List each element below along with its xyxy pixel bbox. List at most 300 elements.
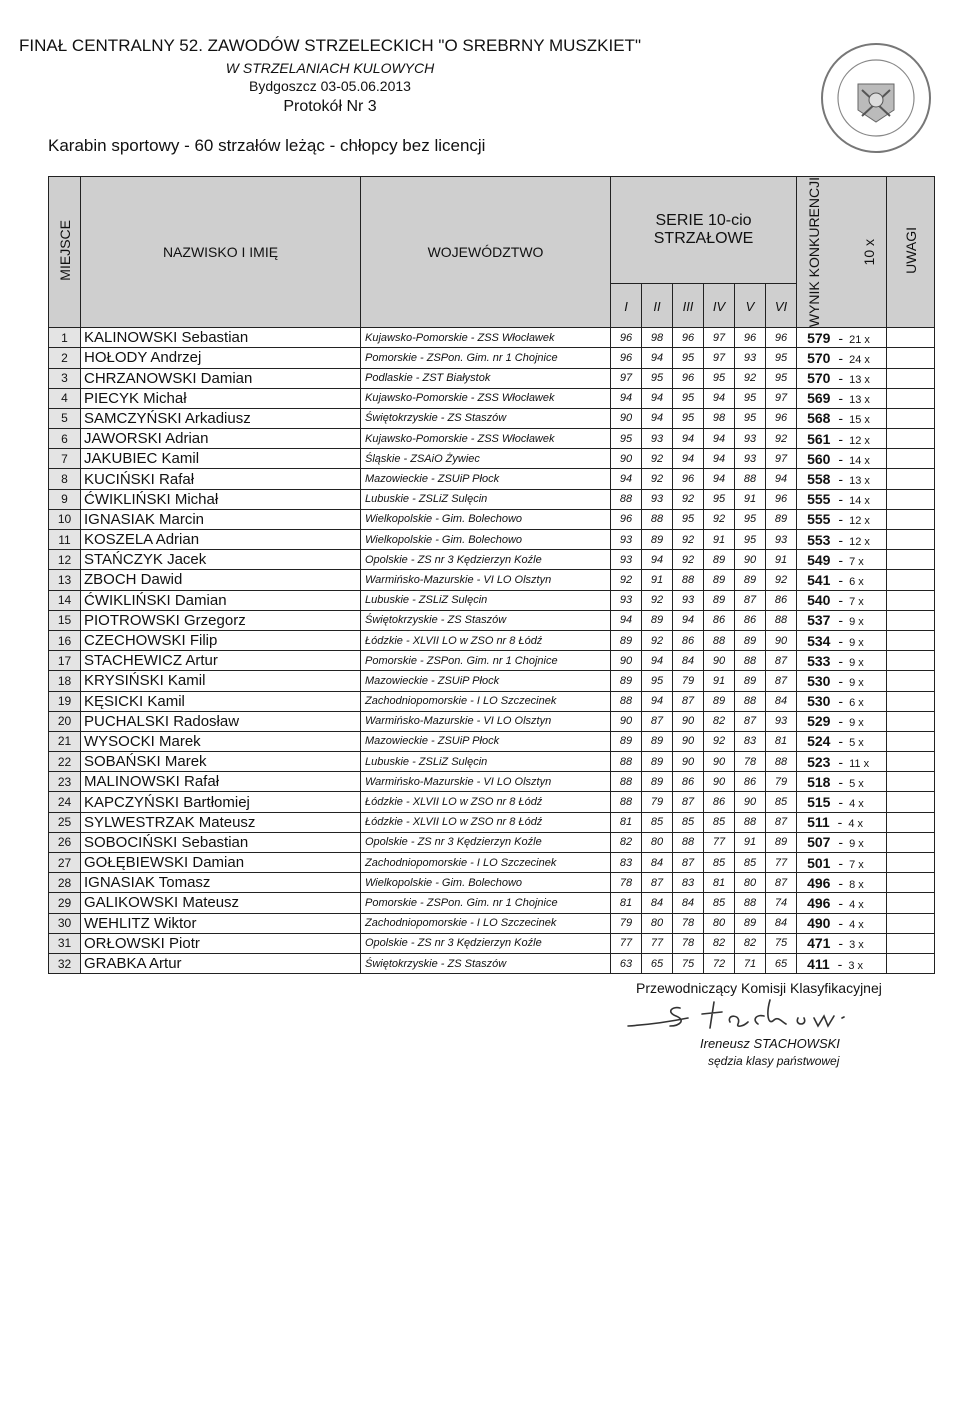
series-score-cell: 88 <box>735 651 766 671</box>
series-score-cell: 94 <box>642 388 673 408</box>
series-score-cell: 83 <box>611 853 642 873</box>
voivodeship-cell: Kujawsko-Pomorskie - ZSS Włocławek <box>361 388 611 408</box>
series-score-cell: 98 <box>642 328 673 348</box>
series-score-cell: 96 <box>611 509 642 529</box>
series-score-cell: 96 <box>673 328 704 348</box>
voivodeship-cell: Świętokrzyskie - ZS Staszów <box>361 953 611 973</box>
table-row <box>49 953 935 973</box>
series-score-cell: 89 <box>735 671 766 691</box>
table-row <box>49 630 935 650</box>
voivodeship-cell: Pomorskie - ZSPon. Gim. nr 1 Chojnice <box>361 348 611 368</box>
tens-count: 4 x <box>849 798 864 811</box>
series-score-cell: 90 <box>735 550 766 570</box>
series-score-cell: 95 <box>611 429 642 449</box>
name-cell: KOSZELA Adrian <box>81 530 361 550</box>
table-row <box>49 570 935 590</box>
series-score-cell: 89 <box>704 550 735 570</box>
separator: - <box>838 329 844 346</box>
col-result: WYNIK KONKURENCJI 10 x <box>797 177 887 328</box>
place-cell: 17 <box>49 651 81 671</box>
series-score-cell: 95 <box>735 388 766 408</box>
total-score: 560 <box>807 450 831 467</box>
name-cell: KAPCZYŃSKI Bartłomiej <box>81 792 361 812</box>
tens-count: 3 x <box>849 939 864 952</box>
separator: - <box>837 955 843 972</box>
voivodeship-cell: Kujawsko-Pomorskie - ZSS Włocławek <box>361 328 611 348</box>
voivodeship-cell: Warmińsko-Mazurskie - VI LO Olsztyn <box>361 772 611 792</box>
series-score-cell: 95 <box>735 509 766 529</box>
series-score-cell: 85 <box>766 792 797 812</box>
series-score-cell: 94 <box>611 610 642 630</box>
notes-cell <box>887 752 935 772</box>
separator: - <box>838 511 844 528</box>
series-score-cell: 88 <box>735 893 766 913</box>
separator: - <box>838 612 844 629</box>
series-score-cell: 65 <box>766 953 797 973</box>
place-cell: 31 <box>49 933 81 953</box>
series-score-cell: 84 <box>642 853 673 873</box>
voivodeship-cell: Warmińsko-Mazurskie - VI LO Olsztyn <box>361 570 611 590</box>
total-score: 411 <box>807 955 830 972</box>
results-table <box>48 176 935 974</box>
voivodeship-cell: Zachodniopomorskie - I LO Szczecinek <box>361 691 611 711</box>
place-date: Bydgoszcz 03-05.06.2013 <box>249 78 411 94</box>
name-cell: STAŃCZYK Jacek <box>81 550 361 570</box>
series-score-cell: 90 <box>766 630 797 650</box>
series-score-cell: 85 <box>704 812 735 832</box>
total-score: 529 <box>807 713 831 730</box>
series-score-cell: 95 <box>766 348 797 368</box>
table-row <box>49 550 935 570</box>
series-score-cell: 87 <box>766 651 797 671</box>
col-series-1: I <box>611 284 642 328</box>
series-score-cell: 91 <box>766 550 797 570</box>
col-series-4: IV <box>704 284 735 328</box>
series-score-cell: 89 <box>642 530 673 550</box>
table-row <box>49 530 935 550</box>
series-score-cell: 92 <box>735 368 766 388</box>
total-score: 540 <box>807 592 831 609</box>
series-score-cell: 85 <box>704 853 735 873</box>
notes-cell <box>887 570 935 590</box>
series-score-cell: 92 <box>704 731 735 751</box>
place-cell: 16 <box>49 630 81 650</box>
result-cell <box>797 933 887 953</box>
separator: - <box>838 733 844 750</box>
series-score-cell: 89 <box>735 630 766 650</box>
result-cell <box>797 731 887 751</box>
name-cell: KĘSICKI Kamil <box>81 691 361 711</box>
col-name: NAZWISKO I IMIĘ <box>81 177 361 328</box>
series-score-cell: 92 <box>642 630 673 650</box>
series-score-cell: 93 <box>766 530 797 550</box>
competition-category: Karabin sportowy - 60 strzałów leżąc - chłopcy bez licencji <box>48 136 486 155</box>
separator: - <box>838 794 844 811</box>
result-cell <box>797 752 887 772</box>
separator: - <box>838 430 844 447</box>
result-cell <box>797 711 887 731</box>
voivodeship-cell: Mazowieckie - ZSUiP Płock <box>361 731 611 751</box>
result-cell <box>797 368 887 388</box>
judge-rank: sędzia klasy państwowej <box>708 1054 840 1068</box>
notes-cell <box>887 509 935 529</box>
total-score: 569 <box>807 390 831 407</box>
place-cell: 15 <box>49 610 81 630</box>
series-score-cell: 86 <box>735 772 766 792</box>
protocol-number: Protokół Nr 3 <box>283 98 377 115</box>
series-score-cell: 81 <box>704 873 735 893</box>
series-score-cell: 88 <box>611 792 642 812</box>
total-score: 530 <box>807 693 831 710</box>
tens-count: 9 x <box>849 656 864 669</box>
tens-count: 7 x <box>849 858 864 871</box>
series-score-cell: 88 <box>735 691 766 711</box>
series-score-cell: 75 <box>673 953 704 973</box>
tens-count: 12 x <box>849 515 870 528</box>
total-score: 555 <box>807 491 831 508</box>
series-score-cell: 86 <box>673 630 704 650</box>
series-score-cell: 93 <box>673 590 704 610</box>
result-cell <box>797 489 887 509</box>
series-score-cell: 95 <box>673 509 704 529</box>
total-score: 534 <box>807 632 831 649</box>
separator: - <box>838 491 844 508</box>
name-cell: GOŁĘBIEWSKI Damian <box>81 853 361 873</box>
total-score: 570 <box>807 370 831 387</box>
tens-count: 21 x <box>849 333 870 346</box>
series-score-cell: 95 <box>766 368 797 388</box>
series-score-cell: 80 <box>704 913 735 933</box>
series-score-cell: 82 <box>735 933 766 953</box>
series-score-cell: 89 <box>704 590 735 610</box>
separator: - <box>838 753 844 770</box>
series-score-cell: 92 <box>673 489 704 509</box>
notes-cell <box>887 469 935 489</box>
series-score-cell: 89 <box>611 671 642 691</box>
series-score-cell: 82 <box>704 933 735 953</box>
col-series-5: V <box>735 284 766 328</box>
col-series-2: II <box>642 284 673 328</box>
name-cell: STACHEWICZ Artur <box>81 651 361 671</box>
separator: - <box>838 450 844 467</box>
notes-cell <box>887 832 935 852</box>
series-score-cell: 89 <box>766 509 797 529</box>
separator: - <box>838 874 844 891</box>
series-score-cell: 89 <box>704 570 735 590</box>
place-cell: 20 <box>49 711 81 731</box>
result-cell <box>797 530 887 550</box>
notes-cell <box>887 550 935 570</box>
tens-count: 14 x <box>849 495 870 508</box>
series-score-cell: 88 <box>611 691 642 711</box>
notes-cell <box>887 691 935 711</box>
separator: - <box>838 693 844 710</box>
result-cell <box>797 792 887 812</box>
col-place: MIEJSCE <box>49 177 81 328</box>
total-score: 568 <box>807 410 831 427</box>
separator: - <box>838 551 844 568</box>
series-score-cell: 77 <box>704 832 735 852</box>
table-row <box>49 449 935 469</box>
series-score-cell: 95 <box>704 489 735 509</box>
tens-count: 6 x <box>849 575 864 588</box>
series-score-cell: 88 <box>735 812 766 832</box>
name-cell: CHRZANOWSKI Damian <box>81 368 361 388</box>
table-row <box>49 429 935 449</box>
name-cell: SAMCZYŃSKI Arkadiusz <box>81 408 361 428</box>
separator: - <box>838 592 844 609</box>
series-score-cell: 94 <box>673 449 704 469</box>
notes-cell <box>887 792 935 812</box>
table-row <box>49 671 935 691</box>
series-score-cell: 90 <box>673 731 704 751</box>
series-score-cell: 95 <box>735 408 766 428</box>
total-score: 558 <box>807 471 831 488</box>
table-row <box>49 610 935 630</box>
series-score-cell: 89 <box>704 691 735 711</box>
separator: - <box>838 349 844 366</box>
total-score: 530 <box>807 672 831 689</box>
total-score: 524 <box>807 733 831 750</box>
notes-cell <box>887 893 935 913</box>
separator: - <box>838 773 844 790</box>
place-cell: 22 <box>49 752 81 772</box>
voivodeship-cell: Śląskie - ZSAiO Żywiec <box>361 449 611 469</box>
series-score-cell: 94 <box>766 469 797 489</box>
result-cell <box>797 691 887 711</box>
series-score-cell: 89 <box>611 731 642 751</box>
total-score: 549 <box>807 551 831 568</box>
series-score-cell: 92 <box>642 469 673 489</box>
tens-count: 8 x <box>849 878 864 891</box>
name-cell: SOBOCIŃSKI Sebastian <box>81 832 361 852</box>
series-score-cell: 90 <box>611 408 642 428</box>
table-row <box>49 752 935 772</box>
series-score-cell: 85 <box>673 812 704 832</box>
series-score-cell: 96 <box>766 408 797 428</box>
voivodeship-cell: Świętokrzyskie - ZS Staszów <box>361 610 611 630</box>
series-score-cell: 87 <box>673 792 704 812</box>
series-score-cell: 96 <box>611 348 642 368</box>
col-series-group: SERIE 10-cio STRZAŁOWE <box>611 177 797 284</box>
series-score-cell: 90 <box>704 651 735 671</box>
document-title: FINAŁ CENTRALNY 52. ZAWODÓW STRZELECKICH "O SREBRNY MUSZKIET" <box>19 36 641 55</box>
voivodeship-cell: Warmińsko-Mazurskie - VI LO Olsztyn <box>361 711 611 731</box>
name-cell: PIOTROWSKI Grzegorz <box>81 610 361 630</box>
series-score-cell: 88 <box>611 752 642 772</box>
series-score-cell: 63 <box>611 953 642 973</box>
series-score-cell: 80 <box>735 873 766 893</box>
series-score-cell: 88 <box>766 752 797 772</box>
series-score-cell: 89 <box>735 913 766 933</box>
name-cell: MALINOWSKI Rafał <box>81 772 361 792</box>
voivodeship-cell: Opolskie - ZS nr 3 Kędzierzyn Koźle <box>361 550 611 570</box>
series-score-cell: 94 <box>704 449 735 469</box>
name-cell: WYSOCKI Marek <box>81 731 361 751</box>
series-score-cell: 81 <box>611 893 642 913</box>
series-score-cell: 71 <box>735 953 766 973</box>
col-tens: 10 x <box>861 238 878 266</box>
series-score-cell: 87 <box>766 873 797 893</box>
table-row <box>49 873 935 893</box>
series-score-cell: 84 <box>766 691 797 711</box>
separator: - <box>838 894 844 911</box>
series-score-cell: 94 <box>611 388 642 408</box>
voivodeship-cell: Lubuskie - ZSLiZ Sulęcin <box>361 489 611 509</box>
table-row <box>49 933 935 953</box>
result-cell <box>797 873 887 893</box>
series-score-cell: 89 <box>735 570 766 590</box>
total-score: 555 <box>807 511 831 528</box>
table-row <box>49 711 935 731</box>
series-score-cell: 87 <box>766 812 797 832</box>
separator: - <box>838 531 844 548</box>
notes-cell <box>887 368 935 388</box>
series-score-cell: 90 <box>611 449 642 469</box>
series-score-cell: 88 <box>673 570 704 590</box>
total-score: 471 <box>807 935 831 952</box>
result-cell <box>797 328 887 348</box>
series-score-cell: 94 <box>704 429 735 449</box>
series-score-cell: 87 <box>642 873 673 893</box>
table-row <box>49 691 935 711</box>
voivodeship-cell: Wielkopolskie - Gim. Bolechowo <box>361 530 611 550</box>
series-score-cell: 87 <box>735 711 766 731</box>
result-cell <box>797 449 887 469</box>
series-score-cell: 88 <box>642 509 673 529</box>
series-score-cell: 92 <box>673 550 704 570</box>
voivodeship-cell: Łódzkie - XLVII LO w ZSO nr 8 Łódź <box>361 812 611 832</box>
series-score-cell: 85 <box>642 812 673 832</box>
series-score-cell: 95 <box>704 368 735 388</box>
series-score-cell: 77 <box>611 933 642 953</box>
tens-count: 11 x <box>849 757 870 770</box>
result-cell <box>797 651 887 671</box>
separator: - <box>838 834 844 851</box>
place-cell: 14 <box>49 590 81 610</box>
series-score-cell: 87 <box>766 671 797 691</box>
place-cell: 23 <box>49 772 81 792</box>
series-score-cell: 90 <box>704 772 735 792</box>
voivodeship-cell: Podlaskie - ZST Białystok <box>361 368 611 388</box>
name-cell: SYLWESTRZAK Mateusz <box>81 812 361 832</box>
series-score-cell: 81 <box>766 731 797 751</box>
series-score-cell: 95 <box>642 368 673 388</box>
notes-cell <box>887 772 935 792</box>
name-cell: JAKUBIEC Kamil <box>81 449 361 469</box>
series-score-cell: 88 <box>673 832 704 852</box>
notes-cell <box>887 630 935 650</box>
separator: - <box>838 915 844 932</box>
name-cell: CZECHOWSKI Filip <box>81 630 361 650</box>
official-stamp-icon <box>818 40 934 156</box>
series-score-cell: 83 <box>735 731 766 751</box>
series-score-cell: 92 <box>642 449 673 469</box>
series-score-cell: 77 <box>642 933 673 953</box>
total-score: 518 <box>807 773 831 790</box>
voivodeship-cell: Wielkopolskie - Gim. Bolechowo <box>361 873 611 893</box>
series-score-cell: 82 <box>704 711 735 731</box>
series-score-cell: 88 <box>735 469 766 489</box>
notes-cell <box>887 651 935 671</box>
place-cell: 28 <box>49 873 81 893</box>
total-score: 511 <box>807 814 830 831</box>
tens-count: 12 x <box>849 535 870 548</box>
series-score-cell: 92 <box>642 590 673 610</box>
series-score-cell: 79 <box>611 913 642 933</box>
col-series-3: III <box>673 284 704 328</box>
result-cell <box>797 772 887 792</box>
series-score-cell: 78 <box>673 933 704 953</box>
series-score-cell: 96 <box>673 469 704 489</box>
notes-cell <box>887 489 935 509</box>
place-cell: 1 <box>49 328 81 348</box>
series-score-cell: 91 <box>642 570 673 590</box>
series-score-cell: 89 <box>642 731 673 751</box>
name-cell: ĆWIKLIŃSKI Damian <box>81 590 361 610</box>
series-score-cell: 93 <box>735 429 766 449</box>
series-score-cell: 96 <box>673 368 704 388</box>
place-cell: 10 <box>49 509 81 529</box>
tens-count: 9 x <box>849 636 864 649</box>
separator: - <box>837 814 843 831</box>
series-score-cell: 79 <box>766 772 797 792</box>
notes-cell <box>887 933 935 953</box>
series-score-cell: 87 <box>735 590 766 610</box>
voivodeship-cell: Pomorskie - ZSPon. Gim. nr 1 Chojnice <box>361 651 611 671</box>
voivodeship-cell: Mazowieckie - ZSUiP Płock <box>361 671 611 691</box>
series-score-cell: 88 <box>766 610 797 630</box>
series-score-cell: 94 <box>642 348 673 368</box>
voivodeship-cell: Lubuskie - ZSLiZ Sulęcin <box>361 590 611 610</box>
separator: - <box>838 935 844 952</box>
series-score-cell: 90 <box>611 651 642 671</box>
tens-count: 4 x <box>849 898 864 911</box>
series-score-cell: 86 <box>704 792 735 812</box>
separator: - <box>838 471 844 488</box>
tens-count: 13 x <box>849 374 870 387</box>
series-score-cell: 97 <box>704 328 735 348</box>
series-score-cell: 92 <box>766 429 797 449</box>
col-voivodeship: WOJEWÓDZTWO <box>361 177 611 328</box>
series-score-cell: 92 <box>673 530 704 550</box>
series-score-cell: 88 <box>611 772 642 792</box>
series-score-cell: 86 <box>766 590 797 610</box>
place-cell: 12 <box>49 550 81 570</box>
series-score-cell: 96 <box>766 489 797 509</box>
series-score-cell: 87 <box>642 711 673 731</box>
place-cell: 24 <box>49 792 81 812</box>
series-score-cell: 89 <box>642 610 673 630</box>
result-cell <box>797 832 887 852</box>
name-cell: IGNASIAK Marcin <box>81 509 361 529</box>
voivodeship-cell: Wielkopolskie - Gim. Bolechowo <box>361 509 611 529</box>
table-row <box>49 388 935 408</box>
separator: - <box>838 854 844 871</box>
series-score-cell: 65 <box>642 953 673 973</box>
separator: - <box>838 652 844 669</box>
series-score-cell: 78 <box>735 752 766 772</box>
series-score-cell: 72 <box>704 953 735 973</box>
place-cell: 13 <box>49 570 81 590</box>
notes-cell <box>887 388 935 408</box>
tens-count: 14 x <box>849 454 870 467</box>
series-score-cell: 90 <box>673 711 704 731</box>
series-score-cell: 94 <box>642 651 673 671</box>
notes-cell <box>887 731 935 751</box>
table-row <box>49 832 935 852</box>
judge-name: Ireneusz STACHOWSKI <box>700 1036 840 1051</box>
